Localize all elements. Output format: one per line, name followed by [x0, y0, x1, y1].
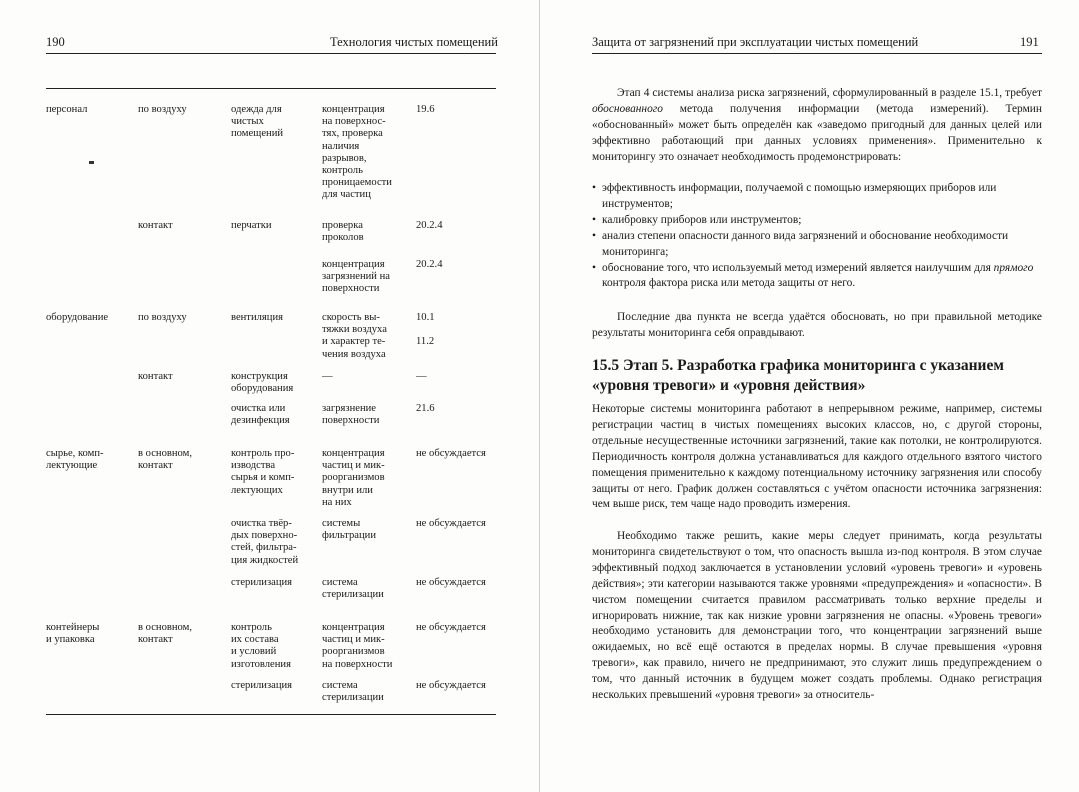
table-cell-c4: системы фильтрации: [322, 518, 377, 542]
table-cell-c1: сырье, комп- лектующие: [46, 448, 104, 472]
table-cell-c3: контроль про- изводства сырья и комп- лектующих: [231, 448, 295, 496]
running-title-right: Защита от загрязнений при эксплуатации чистых помещений: [592, 35, 919, 49]
list-item: • калибровку приборов или инструментов;: [592, 213, 1042, 229]
table-cell-c3: контроль их состава и условий изготовления: [231, 622, 291, 670]
table-cell-c2: в основном, контакт: [138, 622, 192, 646]
table-cell-c3: очистка твёр- дых поверхно- стей, фильтра- ция жидкостей: [231, 518, 299, 566]
header-rule-left: [46, 53, 496, 54]
list-item: • анализ степени опасности данного вида загрязнений и обоснование необходимости мониторинга;: [592, 229, 1042, 261]
right-page: [540, 0, 1079, 792]
table-cell-c3: вентиляция: [231, 312, 283, 323]
running-title-left: Технология чистых помещений: [330, 35, 498, 49]
table-cell-c3: очистка или дезинфекция: [231, 403, 290, 427]
table-cell-c5: 19.6: [416, 104, 435, 115]
table-cell-c4: система стерилизации: [322, 680, 384, 704]
list-item: • эффективность информации, получаемой с помощью измеряющих приборов или инструментов;: [592, 181, 1042, 213]
list-item: • обоснование того, что используемый метод измерений является наилучшим для прямого контроля фактора риска или метода защиты от него.: [592, 261, 1042, 293]
table-cell-c1: контейнеры и упаковка: [46, 622, 100, 646]
body-paragraph-1: Некоторые системы мониторинга работают в непрерывном режиме, например, системы регистрации частиц в чистых помещениях высоких классов, но, с другой стороны, отдельные несущественные источники загрязнений, такие как потолки, не контролируются. Периодичность контроля должна устанавливаться для каждого отдельного взятого чистого помещения применительно к каждому потенциальному источнику загрязнения или способу защиты от него. График должен составляться с учётом опасности источника загрязнения: чем выше риск, тем чаще надо проводить измерения.: [592, 403, 1042, 511]
table-cell-c5: 20.2.4: [416, 220, 443, 231]
table-cell-c5: не обсуждается: [416, 448, 486, 459]
table-cell-c4: скорость вы- тяжки воздуха и характер те- чения воздуха: [322, 312, 387, 360]
table-cell-c3: стерилизация: [231, 680, 293, 691]
requirements-list: [592, 181, 1042, 292]
table-cell-c4: —: [322, 371, 333, 382]
body-paragraph-2: Необходимо также решить, какие меры следует принимать, когда результаты мониторинга свидетельствуют о том, что опасность вышла из-под контроля. В этом случае эффективный подход заключается в установлении условий «уровень тревоги» и «уровень действия»; эти категории называются также уровнями «предупреждения» и «опасности». В чистом помещении считается правилом рассматривать только верхние пределы и игнорировать нижние, так как низкие уровни загрязнения не опасны. «Уровень тревоги» необходимо установить для демонстрации того, что концентрации загрязнений выше ожидаемых, но всё ещё остаются в пределах нормы. В случае превышения «уровня тревоги», как правило, ничего не предпринимают, это служит лишь предупреждением о том, что данный источник в будущем может создать проблемы. Однако регистрация нескольких превышений «уровня тревоги» за относитель-: [592, 530, 1042, 702]
table-cell-c3: конструкция оборудования: [231, 371, 294, 395]
table-cell-c2: по воздуху: [138, 312, 187, 323]
table-cell-c5: 20.2.4: [416, 259, 443, 270]
table-cell-c2: по воздуху: [138, 104, 187, 115]
summary-paragraph: Последние два пункта не всегда удаётся обосновать, но при правильной методике результаты мониторинга себя оправдывают.: [592, 311, 1042, 339]
table-cell-c5: не обсуждается: [416, 518, 486, 529]
section-heading: 15.5 Этап 5. Разработка графика мониторинга с указанием «уровня тревоги» и «уровня действия»: [592, 357, 1004, 394]
table-cell-c4: система стерилизации: [322, 577, 384, 601]
table-cell-c4: концентрация на поверхнос- тях, проверка наличия разрывов, контроль проницаемости для частиц: [322, 104, 392, 201]
table-cell-c4: концентрация частиц и мик- роорганизмов внутри или на них: [322, 448, 385, 508]
table-cell-c1: персонал: [46, 104, 88, 115]
table-cell-c5: не обсуждается: [416, 577, 486, 588]
table-cell-c3: одежда для чистых помещений: [231, 104, 284, 140]
page-number-right: 191: [1020, 35, 1039, 49]
table-cell-c2: контакт: [138, 371, 173, 382]
table-cell-c5: —: [416, 371, 427, 382]
table-cell-c4: проверка проколов: [322, 220, 364, 244]
table-cell-c2: контакт: [138, 220, 173, 231]
table-cell-c2: в основном, контакт: [138, 448, 192, 472]
table-cell-c5: не обсуждается: [416, 680, 486, 691]
table-cell-c4: концентрация частиц и мик- роорганизмов на поверхности: [322, 622, 393, 670]
table-bottom-rule: [46, 714, 496, 715]
page-number-left: 190: [46, 35, 65, 49]
table-cell-c4: концентрация загрязнений на поверхности: [322, 259, 390, 295]
table-cell-c5: не обсуждается: [416, 622, 486, 633]
intro-paragraph: Этап 4 системы анализа риска загрязнений, сформулированный в разделе 15.1, требует обоснованного метода получения информации (метода измерений). Термин «обоснованный» может быть определён как «заведомо пригодный для данных целей или эффективно работающий при данных условиях применения». Применительно к мониторингу это означает необходимость продемонстрировать:: [592, 87, 1042, 163]
table-cell-c5: 21.6: [416, 403, 435, 414]
table-cell-c1: оборудование: [46, 312, 109, 323]
table-top-rule: [46, 88, 496, 89]
scan-mark: [89, 161, 94, 164]
table-cell-c5: 10.1 11.2: [416, 312, 435, 348]
header-rule-right: [592, 53, 1042, 54]
table-cell-c3: перчатки: [231, 220, 272, 231]
table-cell-c4: загрязнение поверхности: [322, 403, 380, 427]
table-cell-c3: стерилизация: [231, 577, 293, 588]
